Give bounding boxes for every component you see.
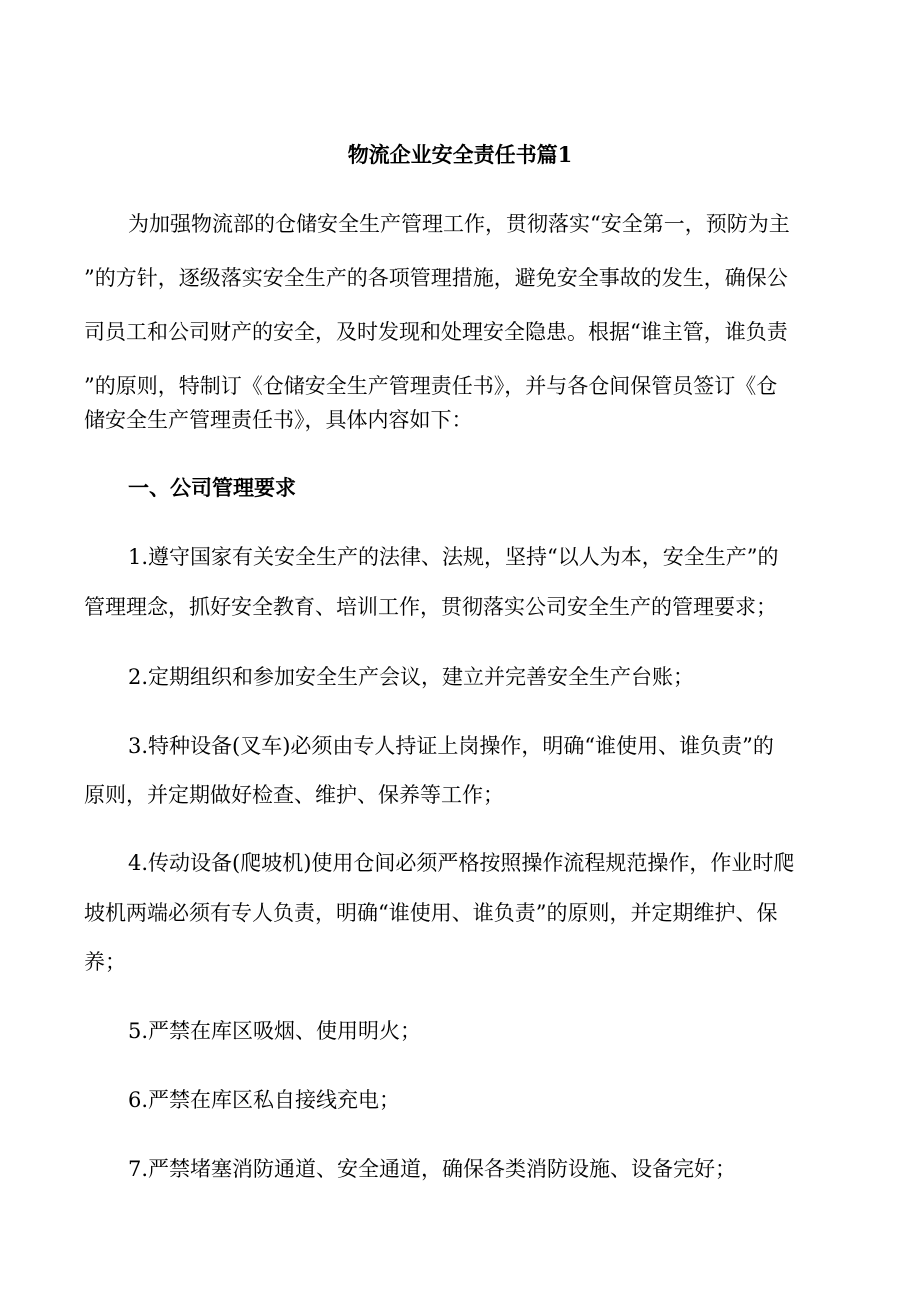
item-6-line-1: 6.严禁在库区私自接线充电； xyxy=(128,1088,401,1112)
item-3-line-1: 3.特种设备(叉车)必须由专人持证上岗操作，明确“谁使用、谁负责”的 xyxy=(128,734,774,758)
section-heading: 一、公司管理要求 xyxy=(128,475,296,500)
intro-line-3: 司员工和公司财产的安全，及时发现和处理安全隐患。根据“谁主管，谁负责 xyxy=(84,320,788,344)
intro-line-5: 储安全生产管理责任书》，具体内容如下： xyxy=(84,408,473,432)
item-3-line-2: 原则，并定期做好检查、维护、保养等工作； xyxy=(84,783,504,807)
document-title: 物流企业安全责任书篇1 xyxy=(347,142,573,167)
intro-line-1: 为加强物流部的仓储安全生产管理工作，贯彻落实“安全第一，预防为主 xyxy=(128,212,790,236)
item-4-line-1: 4.传动设备(爬坡机)使用仓间必须严格按照操作流程规范操作，作业时爬 xyxy=(128,851,795,875)
item-4-line-3: 养； xyxy=(84,950,126,974)
intro-line-2: ”的方针，逐级落实安全生产的各项管理措施，避免安全事故的发生，确保公 xyxy=(84,266,788,290)
item-1-line-2: 管理理念，抓好安全教育、培训工作，贯彻落实公司安全生产的管理要求； xyxy=(84,595,777,619)
item-2-line-1: 2.定期组织和参加安全生产会议，建立并完善安全生产台账； xyxy=(128,665,695,689)
item-4-line-2: 坡机两端必须有专人负责，明确“谁使用、谁负责”的原则，并定期维护、保 xyxy=(84,901,778,925)
item-5-line-1: 5.严禁在库区吸烟、使用明火； xyxy=(128,1019,422,1043)
item-7-line-1: 7.严禁堵塞消防通道、安全通道，确保各类消防设施、设备完好； xyxy=(128,1157,737,1181)
intro-line-4: ”的原则，特制订《仓储安全生产管理责任书》，并与各仓间保管员签订《仓 xyxy=(84,374,778,398)
item-1-line-1: 1.遵守国家有关安全生产的法律、法规，坚持“以人为本，安全生产”的 xyxy=(128,545,779,569)
